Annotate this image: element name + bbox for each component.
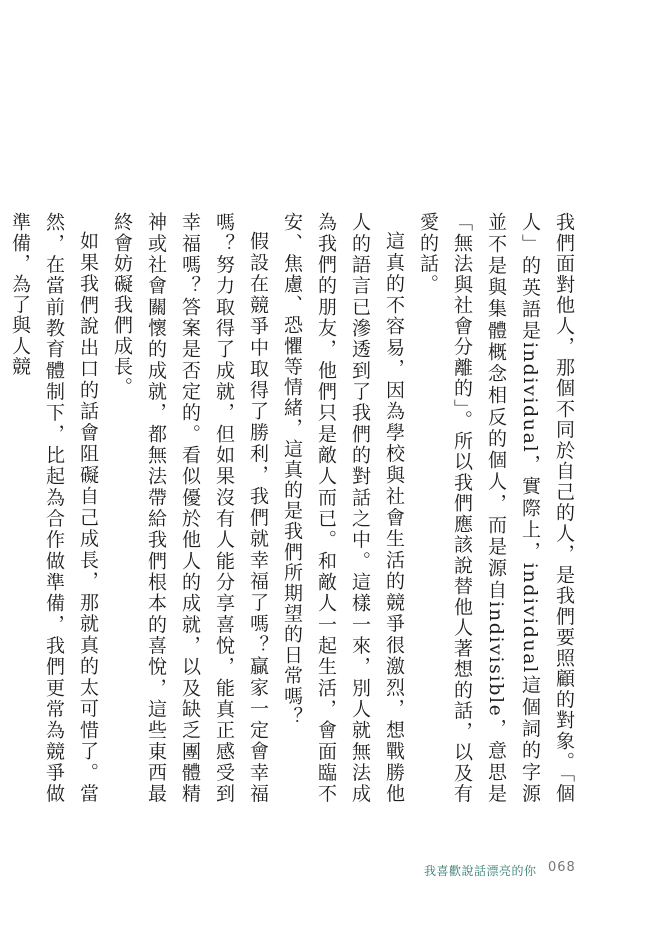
paragraph-2: 這真的不容易，因為學校與社會生活的競爭很激烈，想戰勝他人的語言已滲透到了我們的對話之中。這樣一來，別人就無法成為我們的朋友，他們只是敵人而已。和敵人一起生活，會面臨不安、焦慮、恐懼等情緒，這真的是我們所期望的日常嗎？	[281, 212, 405, 804]
paragraph-3: 假設在競爭中取得了勝利，我們就幸福了嗎？贏家一定會幸福嗎？努力取得了成就，但如果沒有人能分享喜悅，能真正感受到幸福嗎？答案是否定的。看似優於他人的成就，以及缺乏團體精神或社會關懷的成就，都無法帶給我們根本的喜悅，這些東西最終會妨礙我們成長。	[111, 212, 269, 804]
page-number: 068	[548, 860, 576, 875]
paragraph-1: 我們面對他人，那個不同於自己的人，是我們要照顧的對象。「個人」的英語是individual，實際上，individual這個詞的字源並不是與集體概念相反的個人，而是源自indivisible，意思是「無法與社會分離的」。所以我們應該說替他人著想的話，以及有愛的話。	[417, 212, 575, 804]
paragraph-4: 如果我們說出口的話會阻礙自己成長，那就真的太可惜了。當然，在當前教育體制下，比起為合作做準備，我們更常為競爭做準備，為了與人競	[9, 212, 99, 804]
running-footer-title: 我喜歡說話漂亮的你	[424, 864, 537, 878]
vertical-body-text	[3, 212, 581, 804]
